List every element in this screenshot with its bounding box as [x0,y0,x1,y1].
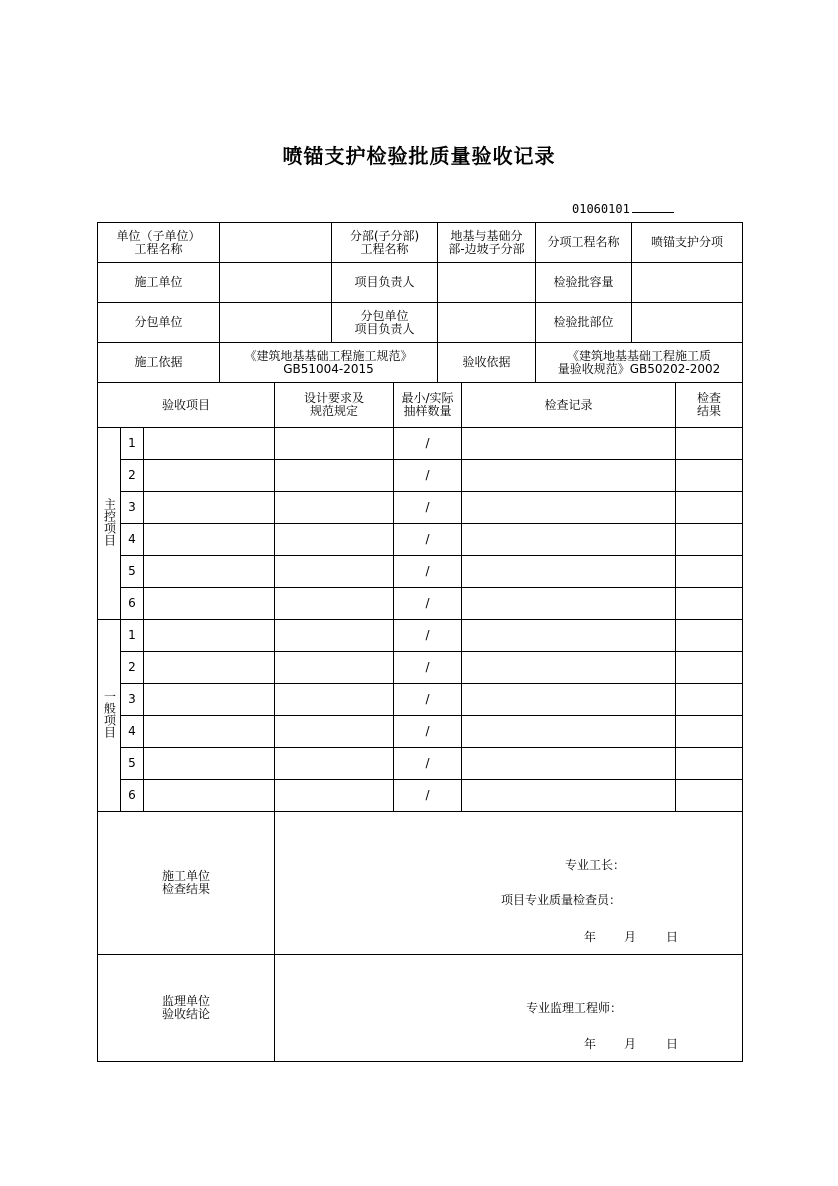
batch-capacity-value[interactable] [632,263,743,303]
row-record[interactable] [462,492,676,524]
row-sampling: / [394,684,462,716]
row-sampling: / [394,492,462,524]
row-result[interactable] [676,460,743,492]
unit-value[interactable] [220,223,332,263]
basis-value: 《建筑地基基础工程施工规范》 GB51004-2015 [220,343,438,383]
row-item[interactable] [144,716,275,748]
row-item[interactable] [144,652,275,684]
table-row [98,524,743,556]
row-design[interactable] [275,556,394,588]
row-result[interactable] [676,524,743,556]
row-item[interactable] [144,684,275,716]
date-month: 月 [624,1037,637,1051]
subpart-label: 分部(子分部) 工程名称 [332,223,438,263]
row-design[interactable] [275,588,394,620]
row-sampling: / [394,524,462,556]
engineer-label: 专业监理工程师： [526,1001,623,1015]
row-design[interactable] [275,652,394,684]
main-group-label: 主控项目 [98,428,121,620]
supervision-area[interactable] [275,955,743,1062]
row-sampling: / [394,620,462,652]
row-result[interactable] [676,556,743,588]
row-item[interactable] [144,556,275,588]
row-record[interactable] [462,588,676,620]
table-row [98,620,743,652]
row-item[interactable] [144,492,275,524]
project-manager-value[interactable] [438,263,536,303]
row-record[interactable] [462,428,676,460]
batch-location-value[interactable] [632,303,743,343]
row-result[interactable] [676,716,743,748]
row-record[interactable] [462,748,676,780]
row-result[interactable] [676,780,743,812]
row-item[interactable] [144,780,275,812]
header-table [97,222,743,383]
form-code [572,202,674,216]
basis-label: 施工依据 [98,343,220,383]
construction-check-area[interactable] [275,812,743,955]
row-item[interactable] [144,588,275,620]
row-record[interactable] [462,780,676,812]
row-result[interactable] [676,652,743,684]
acceptance-basis-value: 《建筑地基基础工程施工质 量验收规范》GB50202-2002 [536,343,743,383]
subpart-value: 地基与基础分 部-边坡子分部 [438,223,536,263]
row-result[interactable] [676,748,743,780]
table-row [98,780,743,812]
unit-label: 单位（子单位） 工程名称 [98,223,220,263]
row-number: 4 [121,524,144,556]
row-number: 3 [121,684,144,716]
row-sampling: / [394,780,462,812]
col-design: 设计要求及 规范规定 [275,383,394,428]
row-design[interactable] [275,428,394,460]
general-group-label: 一般项目 [98,620,121,812]
table-row [98,588,743,620]
row-sampling: / [394,460,462,492]
row-design[interactable] [275,524,394,556]
subcontract-unit-value[interactable] [220,303,332,343]
table-row [98,428,743,460]
row-design[interactable] [275,748,394,780]
form-code-underline [632,202,674,213]
row-item[interactable] [144,524,275,556]
row-sampling: / [394,748,462,780]
row-result[interactable] [676,588,743,620]
row-design[interactable] [275,780,394,812]
row-number: 6 [121,780,144,812]
col-record: 检查记录 [462,383,676,428]
table-row [98,556,743,588]
row-design[interactable] [275,492,394,524]
batch-location-label: 检验批部位 [536,303,632,343]
row-item[interactable] [144,748,275,780]
date-day: 日 [666,930,679,944]
row-item[interactable] [144,428,275,460]
row-result[interactable] [676,684,743,716]
form-code-value: 01060101 [572,202,630,216]
batch-capacity-label: 检验批容量 [536,263,632,303]
col-result: 检查 结果 [676,383,743,428]
foreman-label: 专业工长： [565,858,626,872]
row-record[interactable] [462,460,676,492]
construction-check-label: 施工单位 检查结果 [98,812,275,955]
date-month: 月 [624,930,637,944]
row-number: 5 [121,748,144,780]
row-design[interactable] [275,684,394,716]
col-item: 验收项目 [98,383,275,428]
table-row [98,716,743,748]
row-record[interactable] [462,620,676,652]
row-result[interactable] [676,428,743,460]
row-item[interactable] [144,620,275,652]
row-sampling: / [394,428,462,460]
row-result[interactable] [676,620,743,652]
row-record[interactable] [462,652,676,684]
inspector-label: 项目专业质量检查员： [501,893,622,907]
row-number: 4 [121,716,144,748]
table-row [98,684,743,716]
row-number: 1 [121,620,144,652]
inspection-table [97,382,743,1062]
row-sampling: / [394,716,462,748]
table-row [98,492,743,524]
row-record[interactable] [462,556,676,588]
row-number: 5 [121,556,144,588]
row-design[interactable] [275,620,394,652]
date-year: 年 [584,1037,597,1051]
page-title: 喷锚支护检验批质量验收记录 [282,144,556,168]
subcontract-manager-label: 分包单位 项目负责人 [332,303,438,343]
table-row [98,748,743,780]
table-row [98,652,743,684]
row-number: 6 [121,588,144,620]
row-sampling: / [394,652,462,684]
table-row [98,460,743,492]
row-design[interactable] [275,716,394,748]
subcontract-manager-value[interactable] [438,303,536,343]
construction-unit-value[interactable] [220,263,332,303]
row-result[interactable] [676,492,743,524]
supervision-label: 监理单位 验收结论 [98,955,275,1062]
row-number: 2 [121,460,144,492]
acceptance-basis-label: 验收依据 [438,343,536,383]
row-number: 1 [121,428,144,460]
row-number: 2 [121,652,144,684]
row-sampling: / [394,556,462,588]
row-design[interactable] [275,460,394,492]
project-manager-label: 项目负责人 [332,263,438,303]
row-record[interactable] [462,716,676,748]
row-number: 3 [121,492,144,524]
row-item[interactable] [144,460,275,492]
item-label: 分项工程名称 [536,223,632,263]
date-day: 日 [666,1037,679,1051]
date-year: 年 [584,930,597,944]
col-sampling: 最小/实际 抽样数量 [394,383,462,428]
item-value: 喷锚支护分项 [632,223,743,263]
row-record[interactable] [462,684,676,716]
row-record[interactable] [462,524,676,556]
construction-unit-label: 施工单位 [98,263,220,303]
row-sampling: / [394,588,462,620]
subcontract-unit-label: 分包单位 [98,303,220,343]
